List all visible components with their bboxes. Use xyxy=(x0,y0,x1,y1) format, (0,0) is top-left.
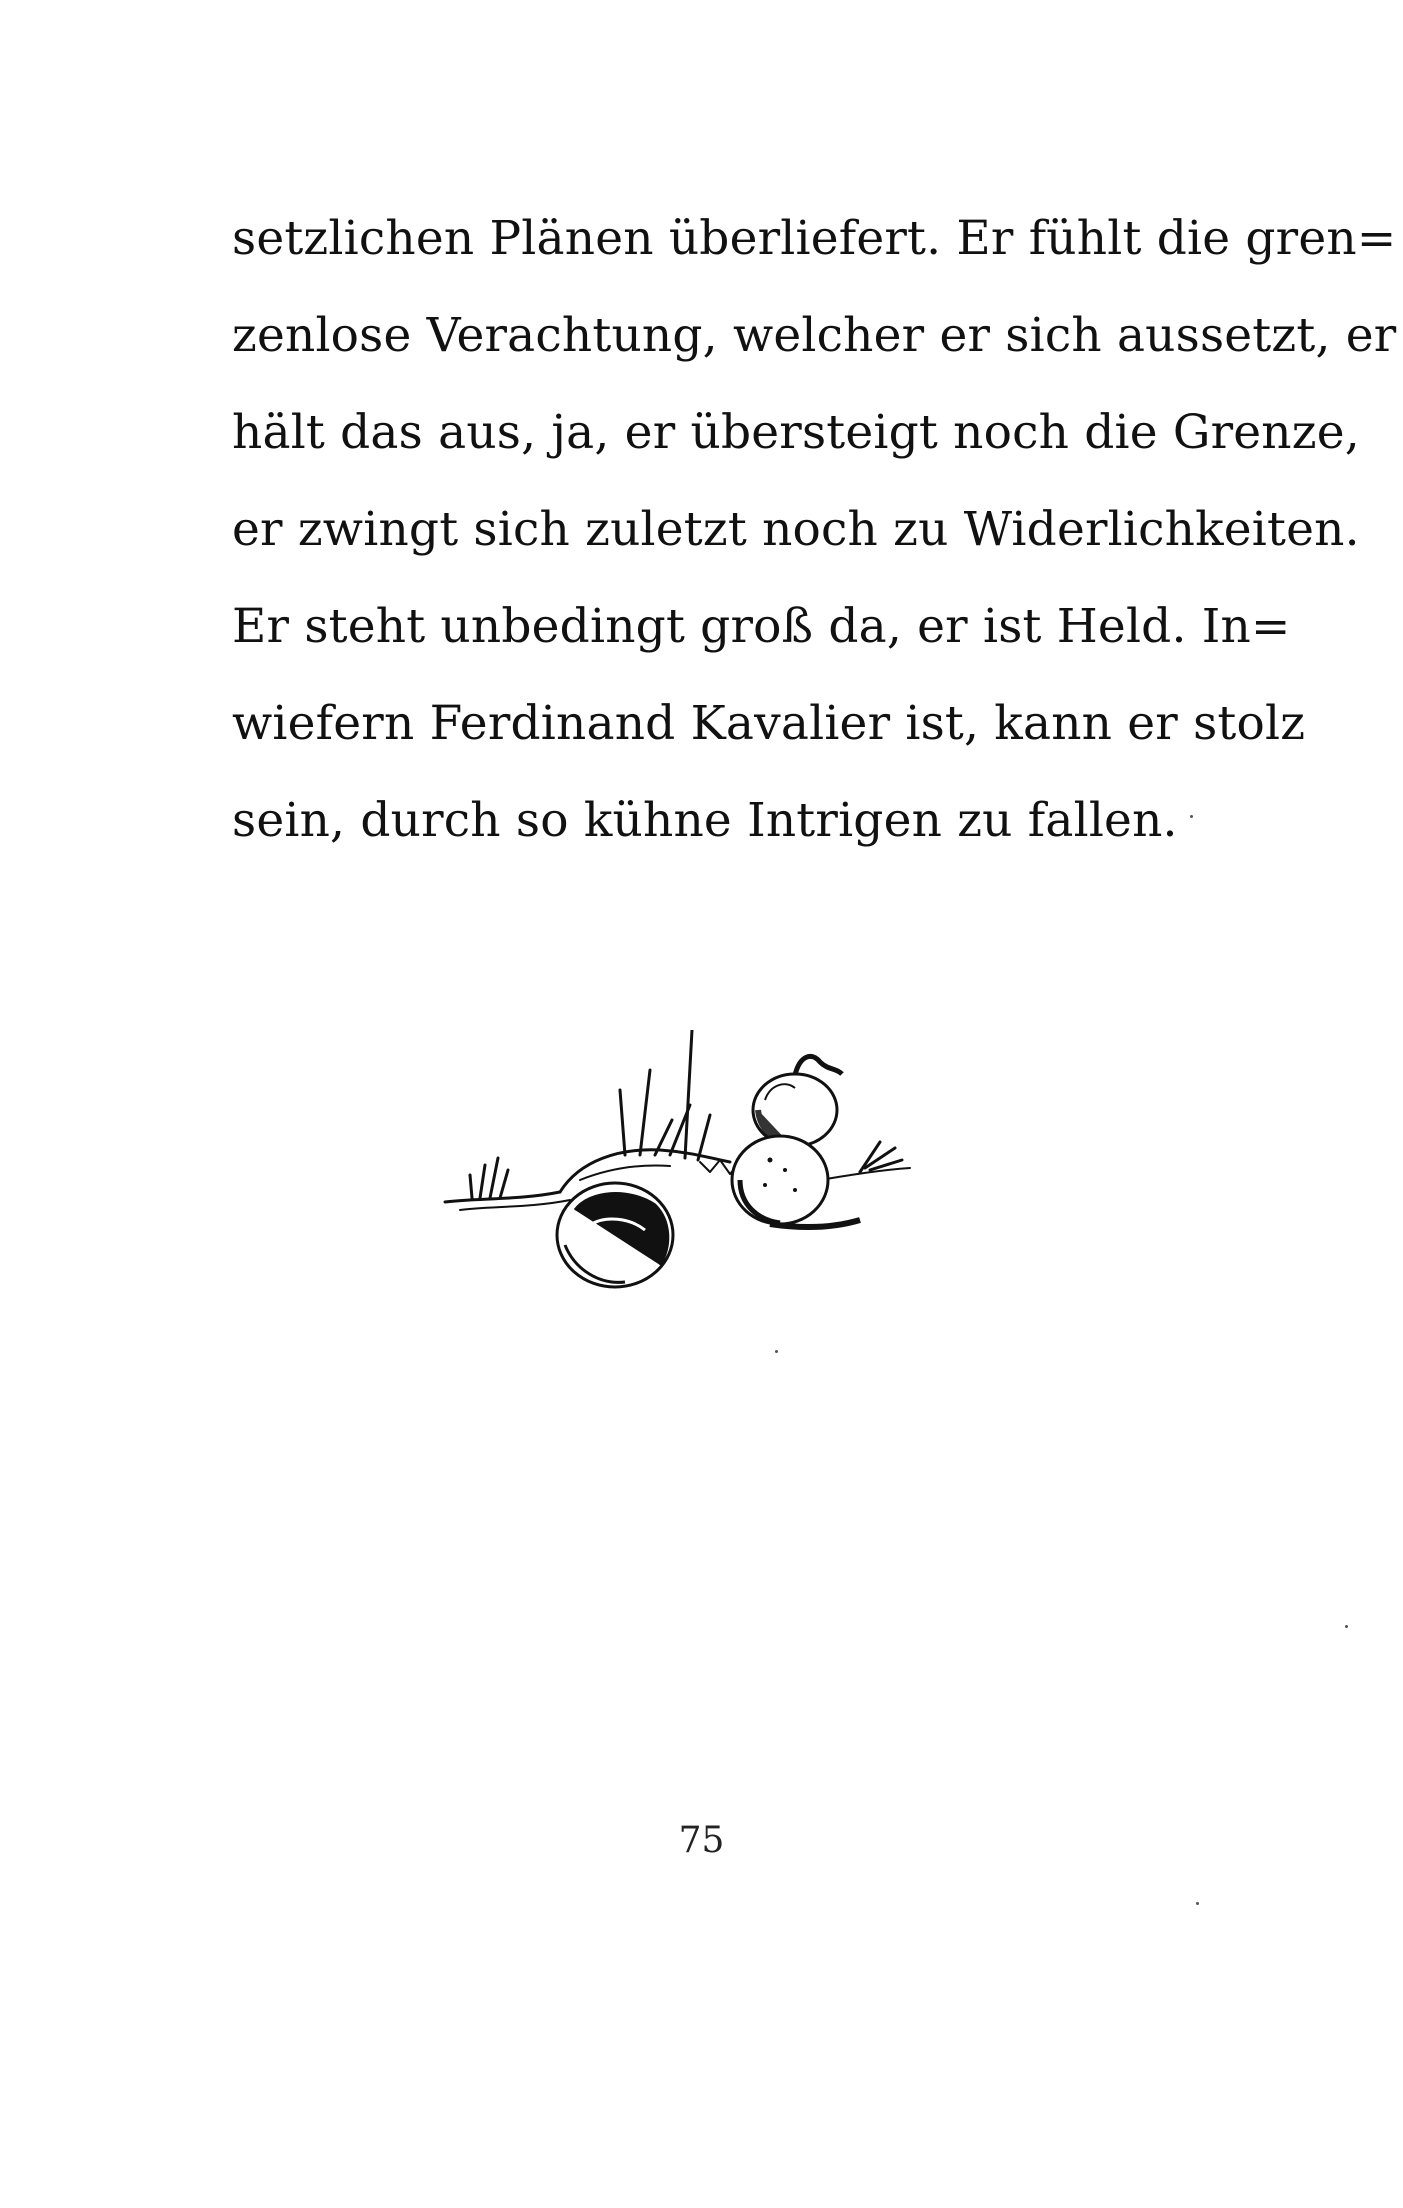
text-line: setzlichen Plänen überliefert. Er fühlt die gren= xyxy=(232,211,1397,266)
text-line: er zwingt sich zuletzt noch zu Widerlichkeiten. xyxy=(232,502,1360,557)
body-text xyxy=(232,190,1397,869)
page-number: 75 xyxy=(678,1820,725,1861)
paper-speck xyxy=(775,1350,778,1353)
text-line: sein, durch so kühne Intrigen zu fallen. xyxy=(232,793,1178,848)
paper-speck xyxy=(1345,1625,1348,1628)
apple-icon xyxy=(557,1183,673,1287)
apples-grass-vignette-icon xyxy=(440,1030,950,1320)
apple-icon xyxy=(732,1136,860,1227)
paper-speck xyxy=(1190,815,1193,818)
text-line: hält das aus, ja, er übersteigt noch die Grenze, xyxy=(232,405,1360,460)
text-line: Er steht unbedingt groß da, er ist Held. In= xyxy=(232,599,1291,654)
paper-speck xyxy=(1196,1902,1199,1905)
apple-icon xyxy=(753,1056,842,1146)
text-line: wiefern Ferdinand Kavalier ist, kann er stolz xyxy=(232,696,1306,751)
text-line: zenlose Verachtung, welcher er sich aussetzt, er xyxy=(232,308,1397,363)
